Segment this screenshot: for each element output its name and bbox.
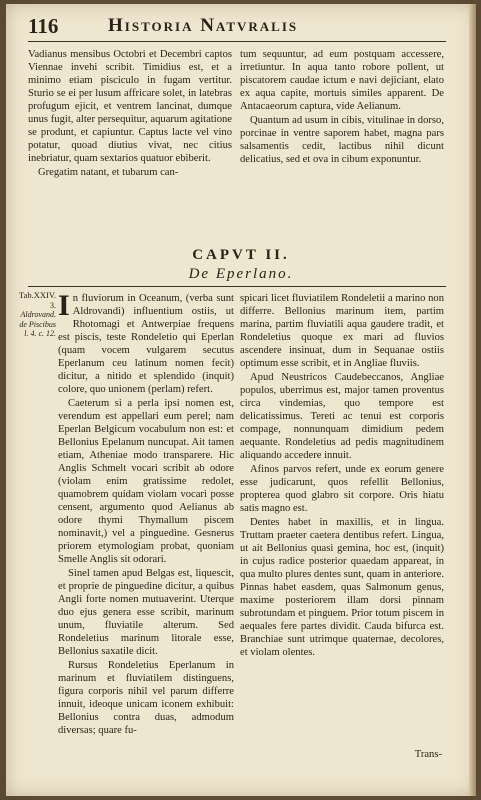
plate-reference: Tab.XXIV. [18, 290, 56, 300]
chapter-title: De Eperlano. [188, 266, 294, 282]
book-page [6, 4, 476, 796]
paragraph: spicari licet fluviatilem Rondeletii a marino non differre. Bellonius marinum item, partim marina, partim fluviatili aqua gaudere tradit, et Rondeletius quoque ex mari ad fluvios ascendere insinuat, dum in Sequanae ostiis optimum esse scribit, et in Angliae fluviis. [240, 293, 444, 369]
chapter-heading: CAPVT II. [192, 247, 290, 263]
paragraph: Caeterum si a perla ipsi nomen est, verendum est appellari eum perel; nam Eperlan Belgicum vocabulum non est: et Bellonius Epelanum nuncupat. Ait tamen etiam, Atheniae modo transparere. Hic Anglis Schmelt vocari scribit ab odore (violam enim gratissime redolet, quamobrem quidam violam vocari posse censent, argumento quod Aelianus ab odore thymi Thymallum piscem nominavit,) vel a pinguedine. Gesnerus priorem etymologiam probat, quoniam Smelle Anglis sit odorari. [58, 398, 234, 565]
page-edge [469, 4, 476, 796]
opening-paragraph [58, 289, 234, 396]
page-header [28, 14, 446, 38]
body-left-column [58, 289, 234, 738]
running-title: Historia Natvralis [108, 15, 299, 36]
opening-text: n fluviorum in Oceanum, (verba sunt Aldrovandi) influentium ostiis, ut Rhotomagi et Antwerpiae frequens est piscis, teste Rondeletio qui Eperlan (quam vocem vulgarem secutus Eperlanum ceu latinum nomen fecit) dicitur, a nitido et splendido (inquit) colore, quo unionem (perlam) refert. [58, 293, 234, 395]
source-reference: de Piscibus [19, 319, 56, 329]
body-right-column [240, 292, 444, 660]
paragraph: Rursus Rondeletius Eperlanum in marinum et fluviatilem distinguens, figura corporis nihil vel parum differre innuit, ideoque unicam iconem exhibuit: Bellonius contra duas, admodum diversas; quare fu- [58, 660, 234, 736]
source-reference: l. 4. c. 12. [24, 329, 56, 338]
paragraph: tum sequuntur, ad eum postquam accessere, irretiuntur. In aqua tanto robore pollent, ut piscatorem caudae ictum e navi dejiciant, elato ex aqua capite, mortuis similes apparent. De Antacaeorum captura, vide Aelianum. [240, 49, 444, 112]
top-right-column [240, 48, 444, 167]
catchword: Trans- [414, 749, 442, 760]
source-reference: Aldrovand. [20, 310, 56, 319]
margin-note [12, 291, 56, 339]
header-rule [28, 41, 446, 42]
paragraph: Vadianus mensibus Octobri et Decembri captos Viennae invehi scribit. Timidius est, et a minimo etiam pisciculo in fugam vertitur. Sturio se ei per lusum affricare solet, in latebras profugum ejicit, et ventrem lancinat, dumque unus fugit, alter persequitur, aquarum agitatione se produnt, et capiuntur. Captus lacte vel vino potatur, quoad diutius vivat, nec citius inebriatur, quam sextarios quatuor ebiberit. [28, 49, 232, 164]
top-left-column [28, 48, 232, 180]
paragraph: Sinel tamen apud Belgas est, liquescit, et proprie de pinguedine dicitur, a quibus Angli forte nomen mutuaverint. Uterque duo ejus genera esse scribit, marinum unum, fluviatile alterum. Sed Rondeletius marinum litorale esse, Bellonius saxatile dicit. [58, 568, 234, 657]
paragraph: Gregatim natant, et tubarum can- [38, 167, 179, 178]
chapter-rule [28, 286, 446, 287]
paragraph: Afinos parvos refert, unde ex eorum genere esse judicarunt, quos refellit Bellonius, propterea quod glabro sit corpore. Oris hiatu satis magno est. [240, 464, 444, 514]
paragraph: Quantum ad usum in cibis, vitulinae in dorso, porcinae in ventre saporem habet, magna pars salsamentis cedit, lactibus nihil dicunt delicatius, sed et ova in cibum exponuntur. [240, 115, 444, 165]
page-number: 116 [28, 14, 59, 38]
drop-cap: I [58, 289, 70, 322]
paragraph: Dentes habet in maxillis, et in lingua. Truttam praeter caetera dentibus refert. Lingua, ut ait Bellonius quasi gemina, hoc est, (inquit) in cujus radice posterior quaedam appareat, in qua multo plures dentes sunt, quam in anteriore. Pinnas habet easdem, quas Salmonum genus, maxime posteriorem illam dorsi pinnam subrotundam et pinguem. Prior totum piscem in aequales fere partes dividit. Cauda bifurca est. Branchiae sunt utrimque quaternae, decolores, et violam olentes. [240, 517, 444, 658]
figure-number: 3. [50, 300, 56, 310]
paragraph: Apud Neustricos Caudebeccanos, Angliae populos, uberrimus est, major tamen proventus circa vindemias, quo tempore est delicatissimus. Tereti ac tenui est corporis compage, nonnunquam dimidium pedem aequante. Rondeletius ad pedis magnitudinem aliquando accedere innuit. [240, 372, 444, 461]
